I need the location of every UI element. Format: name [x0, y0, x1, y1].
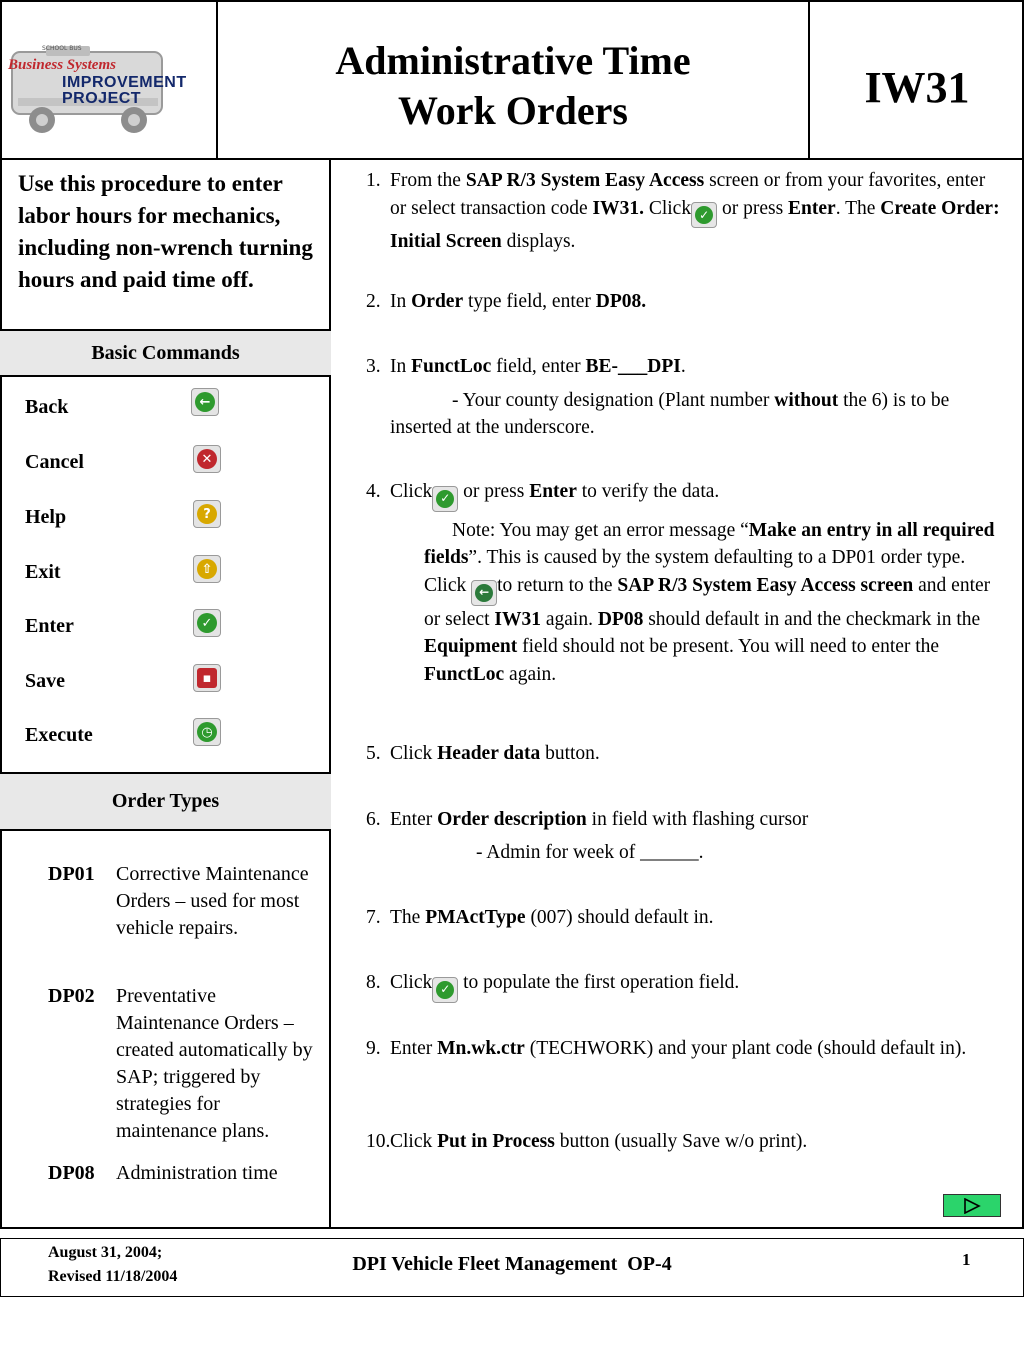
enter-checkmark-icon: ✓ — [432, 486, 458, 512]
command-label: Exit — [25, 561, 61, 583]
order-types-heading: Order Types — [0, 772, 331, 831]
logo-text-business-systems: Business Systems — [8, 57, 116, 73]
step-9: 9. Enter Mn.wk.ctr (TECHWORK) and your plant code (should default in). — [366, 1038, 967, 1059]
execute-clock-icon[interactable]: ◷ — [193, 718, 221, 746]
command-label: Execute — [25, 724, 93, 746]
step-7: 7. The PMActType (007) should default in. — [366, 907, 714, 928]
step-3: 3. In FunctLoc field, enter BE-___DPI. - Your county designation (Plant number without the 6) is to be inserted at the underscore. — [366, 356, 950, 438]
order-type-dp08: DP08 Administration time — [48, 1162, 278, 1184]
back-arrow-icon[interactable]: ← — [191, 388, 219, 416]
enter-checkmark-icon: ✓ — [432, 977, 458, 1003]
procedure-steps — [366, 0, 1016, 1229]
command-row-cancel — [25, 449, 225, 481]
next-arrow-icon — [963, 1198, 981, 1214]
command-row-execute — [25, 722, 225, 754]
page-title: Administrative Time Work Orders — [335, 38, 691, 133]
order-type-dp02: DP02 Preventative Maintenance Orders – created automatically by SAP; triggered by strategies for maintenance plans. — [48, 985, 313, 1142]
order-types-list — [46, 861, 326, 1190]
help-question-icon[interactable]: ? — [193, 500, 221, 528]
step-10: 10. Click Put in Process button (usually Save w/o print). — [366, 1131, 808, 1152]
step-8: 8. Click ✓ to populate the first operation field. — [390, 969, 1004, 1003]
command-label: Back — [25, 396, 69, 418]
order-type-dp01: DP01 Corrective Maintenance Orders – used for most vehicle repairs. — [48, 863, 309, 939]
command-row-back — [25, 394, 225, 426]
intro-text: Use this procedure to enter labor hours for mechanics, including non-wrench turning hours and paid time off. — [18, 171, 313, 292]
bus-label: SCHOOL BUS — [42, 45, 82, 52]
command-row-exit — [25, 559, 225, 591]
checkmark-icon[interactable]: ✓ — [193, 609, 221, 637]
next-page-button[interactable] — [943, 1194, 1001, 1217]
cancel-x-icon[interactable]: ✕ — [193, 445, 221, 473]
back-arrow-icon: ← — [471, 580, 497, 606]
command-row-save — [25, 668, 225, 700]
step-5: 5. Click Header data button. — [366, 743, 600, 764]
command-label: Save — [25, 670, 65, 692]
step-4-note: Note: You may get an error message “Make an entry in all required fields”. This is caused by the system defaulting to a DP01 order type. Click ← to return to the SAP R/3 System Easy Access screen and enter or select IW31 again. DP08 should default in and the checkmark in the Equipment field should not be present. You will need to enter the FunctLoc again. — [424, 519, 995, 685]
command-row-help — [25, 504, 225, 536]
step-4: 4. Click ✓ or press Enter to verify the data. Note: You may get an error message “Make an entry in all required fields”. This is caused by the system defaulting to a DP01 order type. Click ← to return to the SAP R/3 System Easy Access screen and enter or select IW31 again. DP08 should default in and the checkmark in the Equipment field should not be present. You will need to enter the FunctLoc again. — [390, 478, 1004, 688]
step-6: 6. Enter Order description in field with flashing cursor - Admin for week of ______. — [366, 809, 809, 863]
footer-title: DPI Vehicle Fleet Management OP-4 — [352, 1253, 672, 1275]
transaction-code: IW31 — [864, 63, 970, 112]
column-divider — [329, 158, 331, 1229]
enter-checkmark-icon: ✓ — [691, 202, 717, 228]
command-row-enter — [25, 613, 225, 645]
command-label: Help — [25, 506, 67, 528]
save-disk-icon[interactable]: ▪ — [193, 664, 221, 692]
logo-text-improvement: IMPROVEMENT PROJECT — [62, 74, 187, 107]
logo — [0, 0, 216, 160]
step-1: 1. From the SAP R/3 System Easy Access screen or from your favorites, enter or select transaction code IW31. Click ✓ or press Enter. The Create Order: Initial Screen displays. — [366, 170, 1000, 253]
page-number: 1 — [962, 1250, 971, 1269]
exit-up-arrow-icon[interactable]: ⇧ — [193, 555, 221, 583]
basic-commands-heading: Basic Commands — [0, 329, 331, 377]
footer-date: August 31, 2004; Revised 11/18/2004 — [48, 1244, 178, 1285]
step-2: 2. In Order type field, enter DP08. — [366, 291, 647, 312]
command-label: Cancel — [25, 451, 84, 473]
command-label: Enter — [25, 615, 74, 637]
